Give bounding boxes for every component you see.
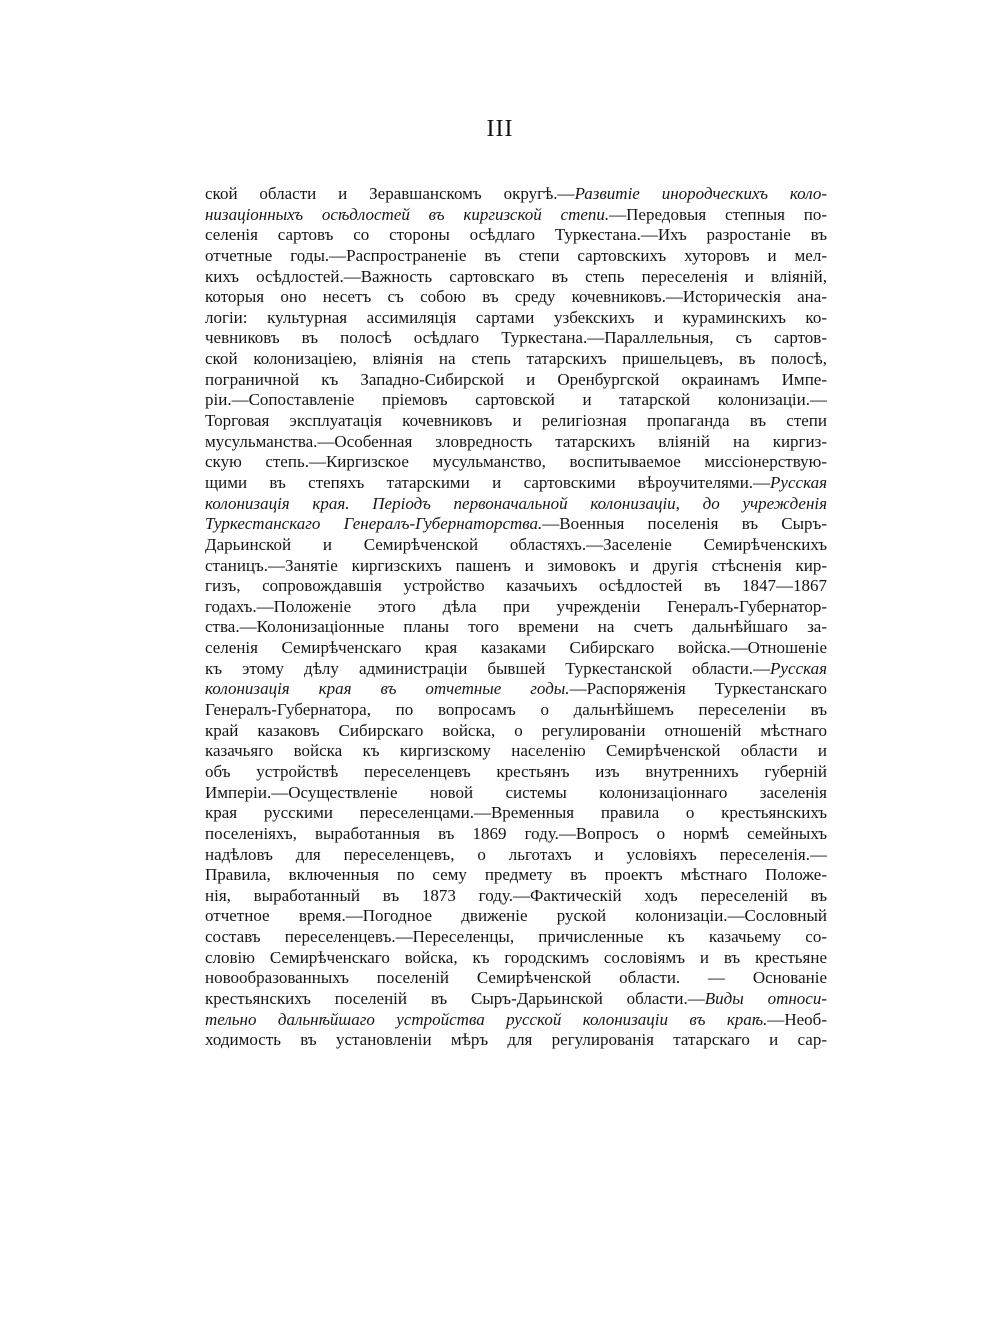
text-segment: Генералъ-Губернатора, по вопросамъ о дальнѣйшемъ переселеніи въ — [205, 700, 827, 720]
text-segment: станицъ.—Занятіе киргизскихъ пашенъ и зимовокъ и другія стѣсненія кир- — [205, 555, 827, 575]
text-line — [205, 287, 827, 308]
text-line — [205, 535, 827, 556]
text-line — [205, 906, 827, 927]
text-line — [205, 700, 827, 721]
text-line — [205, 308, 827, 329]
italic-heading-segment: Туркестанскаго Генералъ-Губернаторства. — [205, 514, 543, 534]
italic-heading-segment: Виды относи- — [704, 988, 827, 1008]
text-segment: крестьянскихъ поселеній въ Сыръ-Дарьинской области.— — [205, 988, 705, 1008]
text-segment: годахъ.—Положеніе этого дѣла при учрежденіи Генералъ-Губернатор- — [205, 596, 827, 616]
text-line — [205, 514, 827, 535]
text-segment: новообразованныхъ поселеній Семирѣченской области. — Основаніе — [205, 968, 827, 988]
text-segment: Правила, включенныя по сему предмету въ проектъ мѣстнаго Положе- — [205, 865, 827, 885]
text-segment: селенія Семирѣченскаго края казаками Сибирскаго войска.—Отношеніе — [205, 638, 827, 658]
text-segment: казачьяго войска къ киргизскому населенію Семирѣченской области и — [205, 741, 827, 761]
text-segment: нія, выработанный въ 1873 году.—Фактическій ходъ переселеній въ — [205, 885, 827, 905]
text-line — [205, 1010, 827, 1031]
text-segment: щими въ степяхъ татарскими и сартовскими вѣроучителями.— — [205, 472, 771, 492]
text-line — [205, 638, 827, 659]
italic-heading-segment: низаціонныхъ осѣдлостей въ киргизской степи. — [205, 204, 610, 224]
text-segment: края русскими переселенцами.—Временныя правила о крестьянскихъ — [205, 803, 827, 823]
text-segment: край казаковъ Сибирскаго войска, о регулированіи отношеній мѣстнаго — [205, 720, 827, 740]
text-line — [205, 824, 827, 845]
text-segment: ходимость въ установленіи мѣръ для регулированія татарскаго и сар- — [205, 1030, 827, 1050]
text-segment: пограничной къ Западно-Сибирской и Оренбургской окраинамъ Импе- — [205, 369, 827, 389]
text-line — [205, 267, 827, 288]
text-segment: чевниковъ въ полосѣ осѣдлаго Туркестана.—Параллельныя, съ сартов- — [205, 328, 827, 348]
text-segment: ской области и Зеравшанскомъ округѣ.— — [205, 184, 575, 203]
text-segment: составъ переселенцевъ.—Переселенцы, причисленные къ казачьему со- — [205, 927, 827, 947]
text-segment: мусульманства.—Особенная зловредность татарскихъ вліяній на киргиз- — [205, 431, 827, 451]
text-line — [205, 783, 827, 804]
text-line — [205, 597, 827, 618]
text-segment: Дарьинской и Семирѣченской областяхъ.—Заселеніе Семирѣченскихъ — [205, 534, 827, 554]
text-segment: Имперіи.—Осуществленіе новой системы колонизаціоннаго заселенія — [205, 782, 827, 802]
text-segment: Торговая эксплуатація кочевниковъ и религіозная пропаганда въ степи — [205, 411, 827, 431]
text-line — [205, 721, 827, 742]
text-segment: къ этому дѣлу администраціи бывшей Туркестанской области.— — [205, 658, 771, 678]
text-line — [205, 494, 827, 515]
text-line — [205, 370, 827, 391]
text-line — [205, 556, 827, 577]
page-number: III — [486, 116, 514, 142]
text-line — [205, 411, 827, 432]
text-line — [205, 845, 827, 866]
text-line — [205, 184, 827, 205]
text-segment: отчетное время.—Погодное движеніе руской колонизаціи.—Сословный — [205, 906, 827, 926]
text-segment: скую степь.—Киргизское мусульманство, воспитываемое миссіонерствую- — [205, 452, 827, 472]
text-segment: поселеніяхъ, выработанныя въ 1869 году.—Вопросъ о нормѣ семейныхъ — [205, 823, 827, 843]
italic-heading-segment: Русская — [770, 658, 827, 678]
text-line — [205, 576, 827, 597]
text-segment: ства.—Колонизаціонные планы того времени на счетъ дальнѣйшаго за- — [205, 617, 827, 637]
text-segment: логіи: культурная ассимиляція сартами узбекскихъ и кураминскихъ ко- — [205, 307, 827, 327]
text-segment: —Передовыя степныя по- — [609, 204, 827, 224]
text-line — [205, 328, 827, 349]
text-line — [205, 803, 827, 824]
italic-heading-segment: тельно дальнѣйшаго устройства русской колонизаціи въ краѣ. — [205, 1009, 768, 1029]
text-line — [205, 432, 827, 453]
text-segment: —Распоряженія Туркестанскаго — [569, 679, 827, 699]
text-line — [205, 390, 827, 411]
text-line — [205, 927, 827, 948]
text-segment: кихъ осѣдлостей.—Важность сартовскаго въ степь переселенія и вліяній, — [205, 266, 827, 286]
text-line — [205, 1030, 827, 1051]
text-line — [205, 617, 827, 638]
text-line — [205, 225, 827, 246]
text-segment: объ устройствѣ переселенцевъ крестьянъ изъ внутреннихъ губерній — [205, 761, 827, 781]
text-segment: —Необ- — [767, 1009, 827, 1029]
text-line — [205, 741, 827, 762]
italic-heading-segment: Развитіе инородческихъ коло- — [574, 184, 827, 203]
text-line — [205, 968, 827, 989]
text-segment: словію Семирѣченскаго войска, къ городскимъ сословіямъ и въ крестьяне — [205, 947, 827, 967]
text-segment: ской колонизаціею, вліянія на степь татарскихъ пришельцевъ, въ полосѣ, — [205, 349, 827, 369]
text-line — [205, 452, 827, 473]
text-segment: ріи.—Сопоставленіе пріемовъ сартовской и татарской колонизаціи.— — [205, 390, 827, 410]
body-text — [205, 184, 827, 1051]
text-line — [205, 989, 827, 1010]
text-line — [205, 762, 827, 783]
text-segment: надѣловъ для переселенцевъ, о льготахъ и условіяхъ переселенія.— — [205, 844, 827, 864]
text-line — [205, 205, 827, 226]
text-segment: гизъ, сопровождавшія устройство казачьихъ осѣдлостей въ 1847—1867 — [205, 576, 827, 596]
text-line — [205, 246, 827, 267]
text-line — [205, 659, 827, 680]
text-line — [205, 886, 827, 907]
text-line — [205, 679, 827, 700]
italic-heading-segment: колонизація края въ отчетные годы. — [205, 679, 570, 699]
text-segment: —Военныя поселенія въ Сыръ- — [542, 514, 827, 534]
text-line — [205, 865, 827, 886]
italic-heading-segment: колонизація края. Періодъ первоначальной колонизаціи, до учрежденія — [205, 493, 827, 513]
text-segment: отчетные годы.—Распространеніе въ степи сартовскихъ хуторовъ и мел- — [205, 245, 827, 265]
text-line — [205, 948, 827, 969]
text-segment: которыя оно несетъ съ собою въ среду кочевниковъ.—Историческія ана- — [205, 287, 827, 307]
text-segment: селенія сартовъ со стороны осѣдлаго Туркестана.—Ихъ разростаніе въ — [205, 225, 827, 245]
text-line — [205, 349, 827, 370]
italic-heading-segment: Русская — [770, 472, 827, 492]
text-line — [205, 473, 827, 494]
